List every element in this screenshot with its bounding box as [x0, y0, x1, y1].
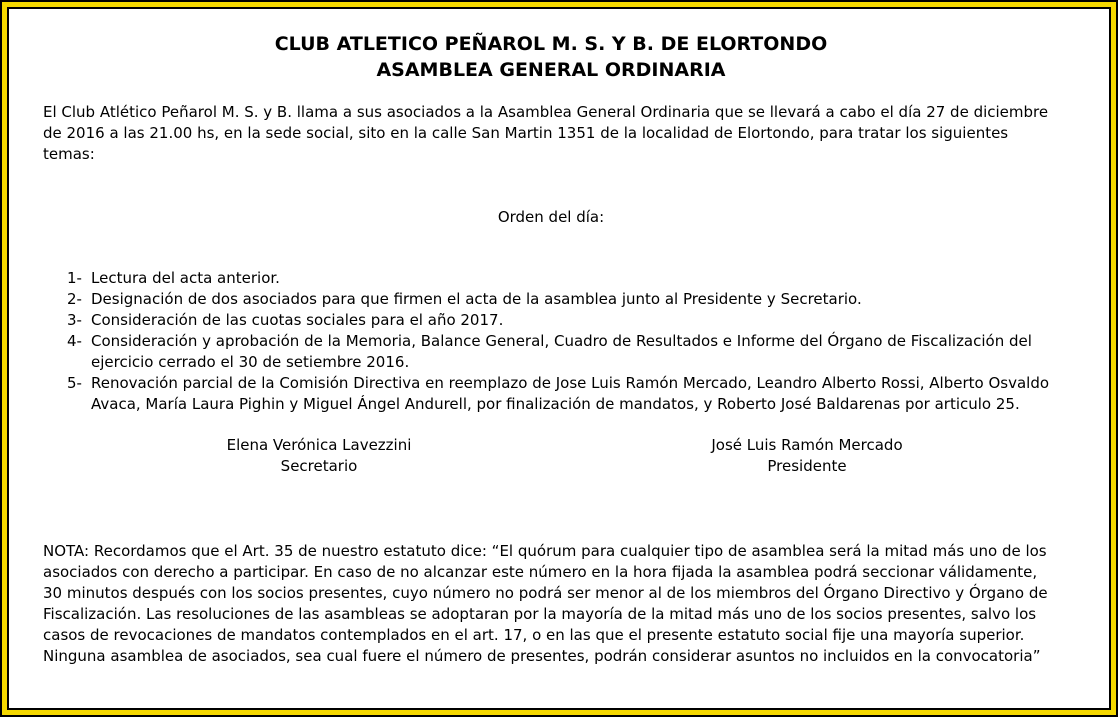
agenda-item: [43, 268, 1059, 289]
president-signature: [637, 435, 977, 477]
agenda-item-text: Consideración y aprobación de la Memoria, Balance General, Cuadro de Resultados e Informe del Órgano de Fiscalización del ejercicio cerrado el 30 de setiembre 2016.: [91, 332, 1032, 371]
agenda-item: [43, 310, 1059, 331]
agenda-item-text: Designación de dos asociados para que firmen el acta de la asamblea junto al Presidente y Secretario.: [91, 290, 862, 308]
secretary-name: Elena Verónica Lavezzini: [226, 436, 412, 454]
agenda-item-number: 4-: [67, 332, 82, 350]
secretary-signature: [149, 435, 489, 477]
agenda-item: [43, 373, 1059, 415]
agenda-item-text: Lectura del acta anterior.: [91, 269, 280, 287]
secretary-role: Secretario: [280, 457, 358, 475]
agenda-item-number: 3-: [67, 311, 82, 329]
president-name: José Luis Ramón Mercado: [711, 436, 903, 454]
yellow-border: [2, 2, 1116, 715]
agenda-list: [43, 268, 1059, 415]
signatures: [43, 435, 1059, 479]
document-title: [43, 31, 1059, 83]
agenda-item: [43, 289, 1059, 310]
title-line-2: ASAMBLEA GENERAL ORDINARIA: [376, 59, 726, 81]
agenda-item-number: 5-: [67, 374, 82, 392]
agenda-item-number: 2-: [67, 290, 82, 308]
note-paragraph: NOTA: Recordamos que el Art. 35 de nuestro estatuto dice: “El quórum para cualquier tipo de asamblea será la mitad más uno de los asociados con derecho a participar. En caso de no alcanzar este número en la hora fijada la asamblea podrá seccionar válidamente, 30 minutos después con los socios presentes, cuyo número no podrá ser menor al de los miembros del Órgano Directivo y Órgano de Fiscalización. Las resoluciones de las asambleas se adoptaran por la mayoría de la mitad más uno de los socios presentes, salvo los casos de revocaciones de mandatos contemplados en el art. 17, o en las que el presente estatuto social fije una mayoría superior. Ninguna asamblea de asociados, sea cual fuere el número de presentes, podrán considerar asuntos no incluidos en la convocatoria”: [43, 542, 1048, 665]
intro-paragraph: El Club Atlético Peñarol M. S. y B. llama a sus asociados a la Asamblea General Ordinaria que se llevará a cabo el día 27 de diciembre de 2016 a las 21.00 hs, en la sede social, sito en la calle San Martin 1351 de la localidad de Elortondo, para tratar los siguientes temas:: [43, 103, 1049, 163]
document-page: [7, 7, 1111, 710]
agenda-item-number: 1-: [67, 269, 82, 287]
agenda-item: [43, 331, 1059, 373]
title-line-1: CLUB ATLETICO PEÑAROL M. S. Y B. DE ELORTONDO: [274, 33, 828, 55]
document-content: [43, 31, 1059, 667]
agenda-item-text: Renovación parcial de la Comisión Directiva en reemplazo de Jose Luis Ramón Mercado, Leandro Alberto Rossi, Alberto Osvaldo Avaca, María Laura Pighin y Miguel Ángel Andurell, por finalización de mandatos, y Roberto José Baldarenas por articulo 25.: [91, 374, 1050, 413]
president-role: Presidente: [767, 457, 847, 475]
agenda-heading: Orden del día:: [497, 208, 605, 226]
agenda-item-text: Consideración de las cuotas sociales para el año 2017.: [91, 311, 504, 329]
